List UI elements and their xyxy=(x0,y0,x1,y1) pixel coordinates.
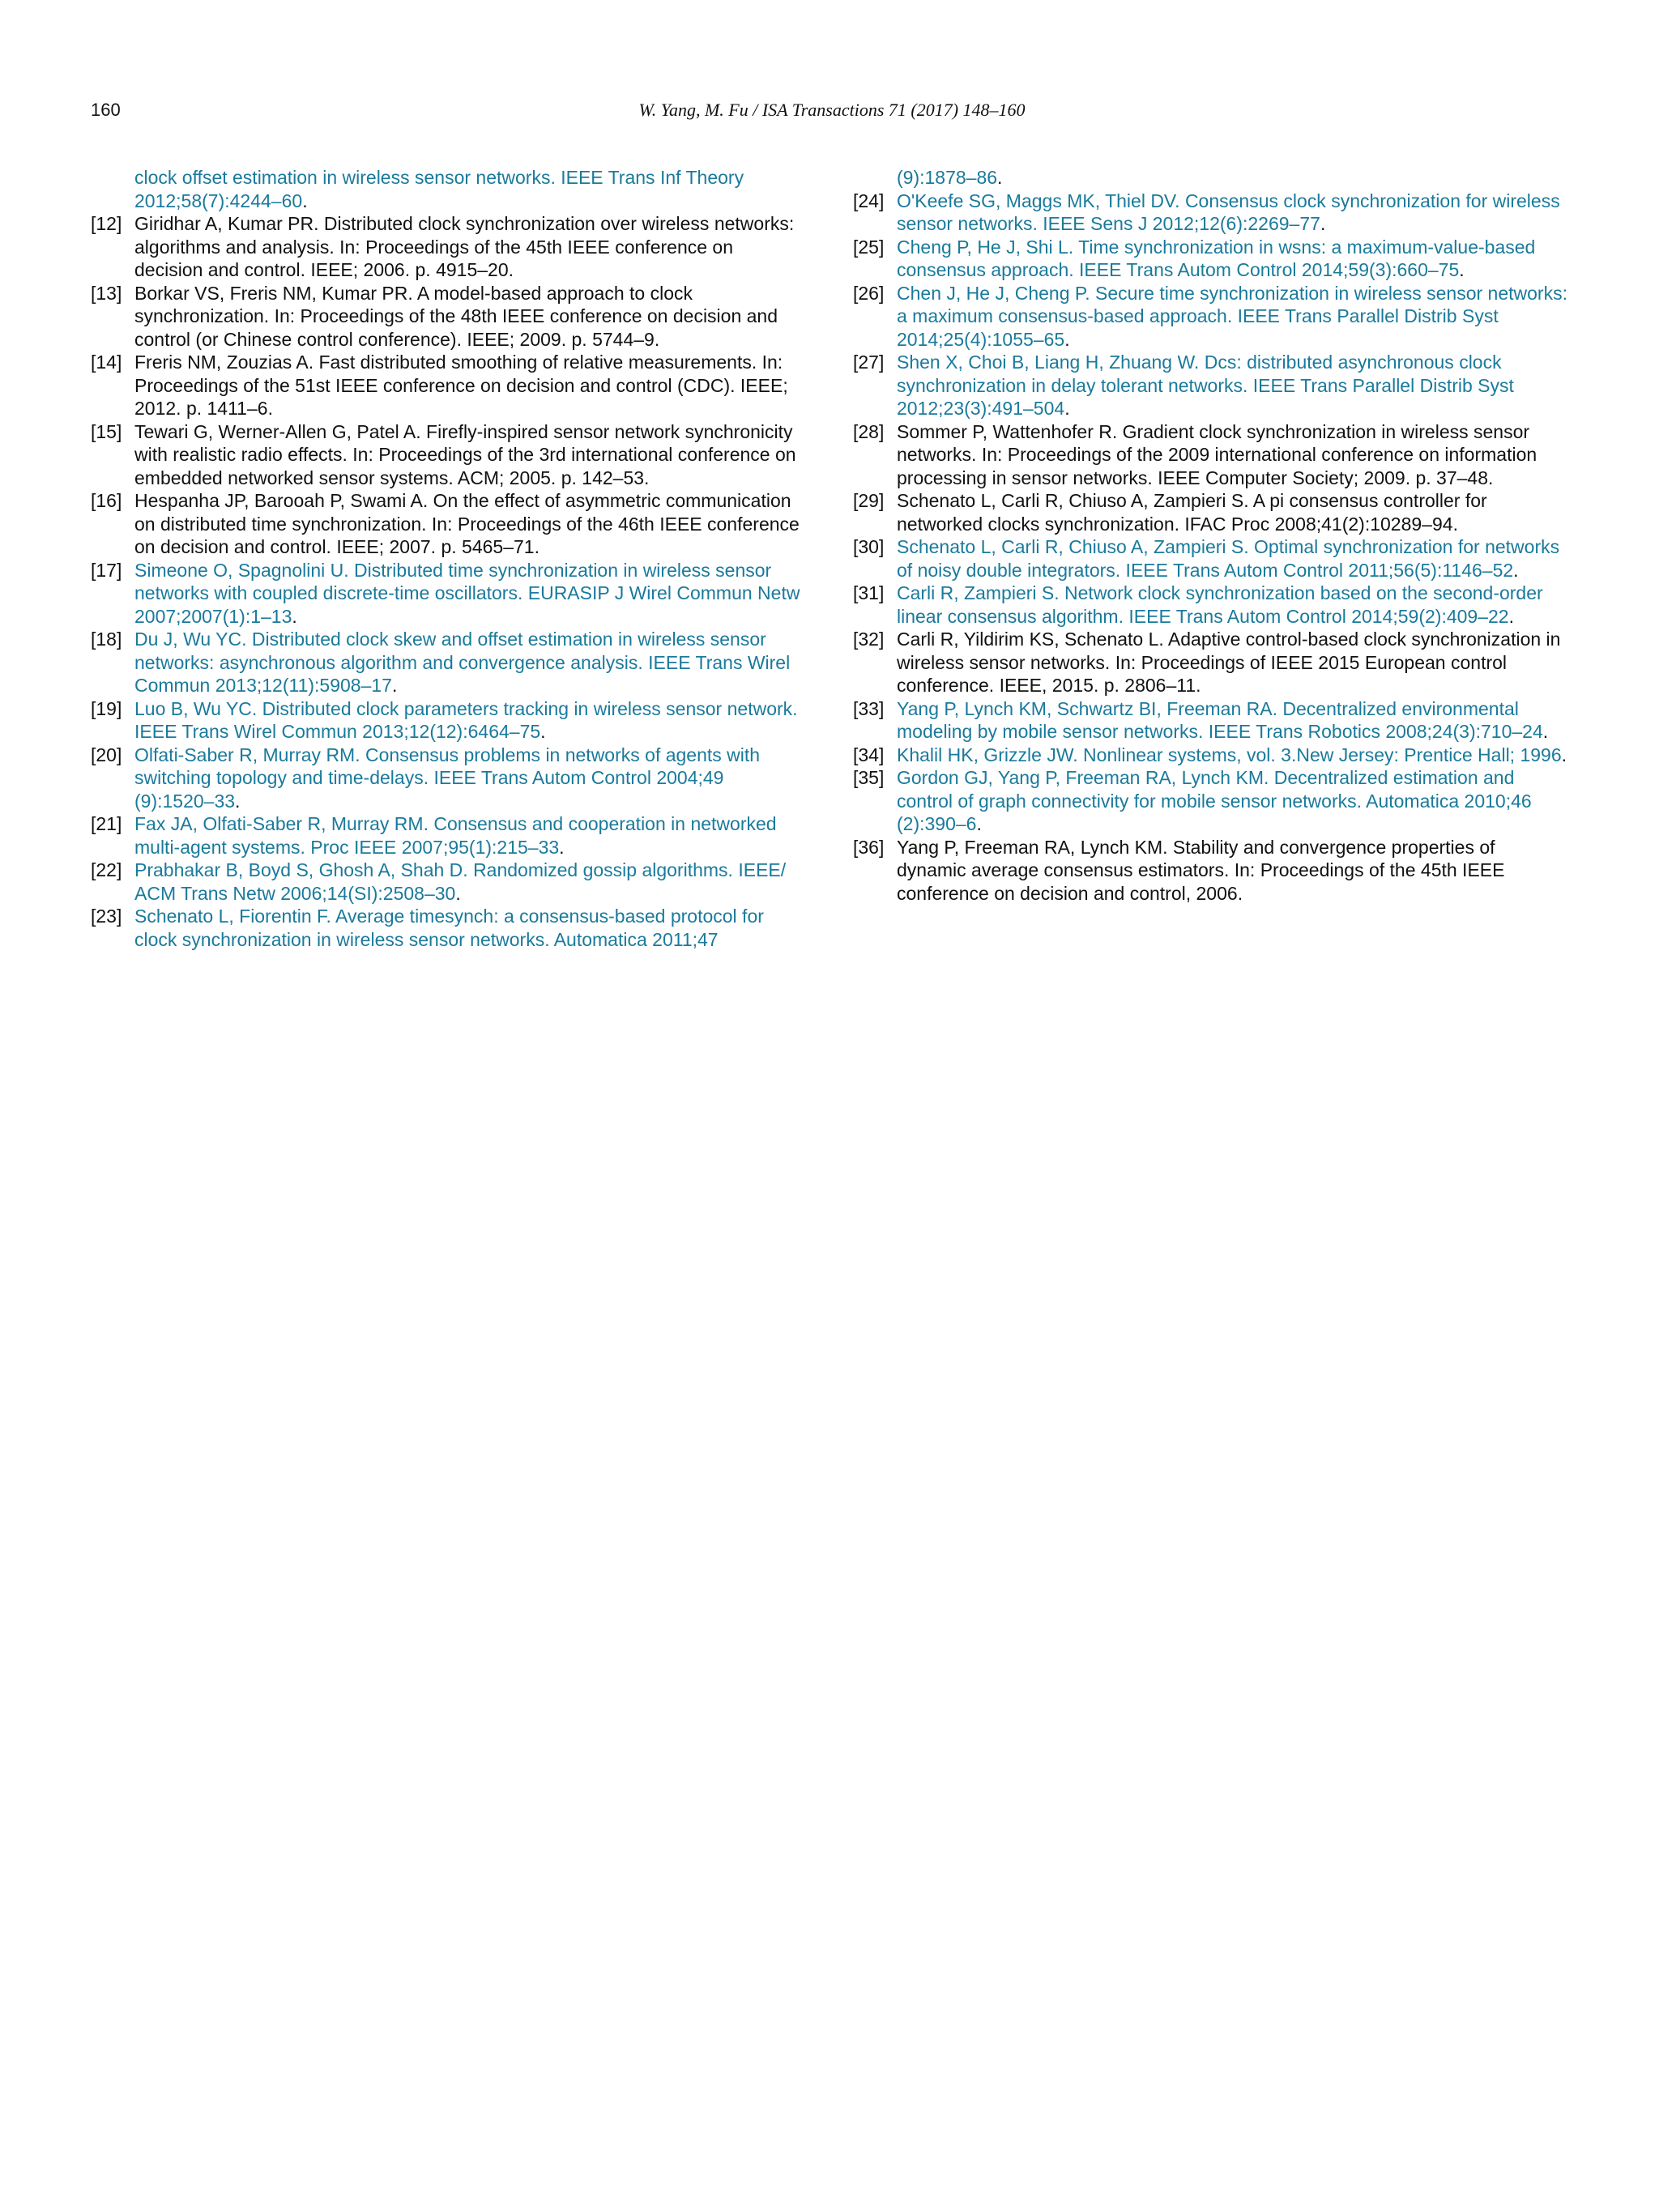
reference-link[interactable]: Du J, Wu YC. Distributed clock skew and offset estimation in wireless sensor networks: asynchronous algorithm and convergence analysis. IEEE Trans Wirel Commun 2013;12(11):5908–17 xyxy=(134,629,791,696)
reference-link[interactable]: Shen X, Choi B, Liang H, Zhuang W. Dcs: distributed asynchronous clock synchronization in delay tolerant networks. IEEE Trans Parallel Distrib Syst 2012;23(3):491–504 xyxy=(897,352,1514,419)
reference-text: Freris NM, Zouzias A. Fast distributed smoothing of relative measurements. In: Proceedings of the 51st IEEE conference on decision and control (CDC). IEEE; 2012. p. 1411–6 xyxy=(134,352,788,419)
reference-number: [14] xyxy=(91,352,122,373)
reference-item xyxy=(853,489,1567,535)
reference-link[interactable]: Cheng P, He J, Shi L. Time synchronization in wsns: a maximum-value-based consensus approach. IEEE Trans Autom Control 2014;59(3):660–75 xyxy=(897,236,1536,280)
reference-period: . xyxy=(455,882,461,904)
reference-link[interactable]: Schenato L, Fiorentin F. Average timesynch: a consensus-based protocol for clock synchronization in wireless sensor networks. Automatica 2011;47 xyxy=(134,906,764,950)
reference-period: . xyxy=(235,790,241,812)
reference-item xyxy=(853,282,1567,352)
reference-item xyxy=(91,212,805,282)
reference-period: . xyxy=(644,467,650,488)
reference-item xyxy=(91,697,805,744)
reference-item xyxy=(91,420,805,490)
reference-number: [19] xyxy=(91,697,122,719)
reference-number: [25] xyxy=(853,236,885,258)
reference-number: [15] xyxy=(91,420,122,442)
reference-number: [32] xyxy=(853,629,885,650)
page-header xyxy=(91,100,1573,126)
reference-item xyxy=(91,282,805,352)
reference-number: [30] xyxy=(853,536,885,557)
reference-item xyxy=(853,766,1567,836)
reference-number: [34] xyxy=(853,744,885,765)
reference-period: . xyxy=(976,813,982,834)
reference-link[interactable]: Luo B, Wu YC. Distributed clock parameters tracking in wireless sensor network. IEEE Trans Wirel Commun 2013;12(12):6464–75 xyxy=(134,697,798,742)
reference-number: [13] xyxy=(91,282,122,304)
reference-item xyxy=(853,420,1567,490)
reference-number: [28] xyxy=(853,420,885,442)
reference-link[interactable]: clock offset estimation in wireless sensor networks. IEEE Trans Inf Theory 2012;58(7):4244–60 xyxy=(134,167,744,211)
reference-period: . xyxy=(1513,559,1519,581)
reference-number: [21] xyxy=(91,813,122,834)
reference-period: . xyxy=(1508,605,1514,627)
reference-period: . xyxy=(267,398,273,419)
reference-item xyxy=(91,905,805,951)
reference-item xyxy=(853,836,1567,906)
reference-item xyxy=(91,559,805,629)
reference-item xyxy=(91,489,805,559)
page-number: 160 xyxy=(91,100,121,120)
reference-text: Borkar VS, Freris NM, Kumar PR. A model-based approach to clock synchronization. In: Proceedings of the 48th IEEE conference on decision and control (or Chinese control conference). IEEE; 2009. p. 5744–9 xyxy=(134,282,778,350)
reference-link[interactable]: Olfati-Saber R, Murray RM. Consensus problems in networks of agents with switching topology and time-delays. IEEE Trans Autom Control 2004;49 (9):1520–33 xyxy=(134,744,761,812)
reference-item xyxy=(91,351,805,420)
reference-period: . xyxy=(1196,675,1201,696)
reference-period: . xyxy=(391,675,398,696)
reference-period: . xyxy=(1064,328,1070,350)
reference-number: [36] xyxy=(853,836,885,858)
reference-period: . xyxy=(559,836,565,858)
reference-number: [24] xyxy=(853,190,885,211)
reference-number: [22] xyxy=(91,859,122,880)
references-left-column xyxy=(91,166,805,951)
reference-number: [18] xyxy=(91,629,122,650)
reference-period: . xyxy=(1542,721,1549,742)
reference-link[interactable]: Chen J, He J, Cheng P. Secure time synchronization in wireless sensor networks: a maximum consensus-based approach. IEEE Trans Parallel Distrib Syst 2014;25(4):1055–65 xyxy=(897,282,1567,350)
reference-period: . xyxy=(997,167,1003,188)
reference-number: [27] xyxy=(853,352,885,373)
reference-period: . xyxy=(540,721,546,742)
reference-item xyxy=(853,190,1567,236)
reference-number: [12] xyxy=(91,213,122,234)
reference-number: [20] xyxy=(91,744,122,765)
reference-link[interactable]: Gordon GJ, Yang P, Freeman RA, Lynch KM. Decentralized estimation and control of graph connectivity for mobile sensor networks. Automatica 2010;46 (2):390–6 xyxy=(897,767,1532,834)
reference-item xyxy=(91,744,805,813)
reference-number: [29] xyxy=(853,490,885,511)
reference-item xyxy=(853,744,1567,767)
reference-number: [16] xyxy=(91,490,122,511)
reference-item xyxy=(91,812,805,859)
reference-item xyxy=(853,628,1567,697)
reference-period: . xyxy=(1452,513,1458,535)
reference-text: Schenato L, Carli R, Chiuso A, Zampieri S. A pi consensus controller for networked clocks synchronization. IFAC Proc 2008;41(2):10289–94 xyxy=(897,490,1487,535)
reference-period: . xyxy=(654,328,660,350)
reference-continuation xyxy=(853,166,1567,190)
reference-period: . xyxy=(1064,398,1070,419)
reference-period: . xyxy=(1561,744,1567,765)
reference-number: [17] xyxy=(91,559,122,581)
reference-link[interactable]: Carli R, Zampieri S. Network clock synchronization based on the second-order linear consensus algorithm. IEEE Trans Autom Control 2014;59(2):409–22 xyxy=(897,582,1543,627)
reference-period: . xyxy=(292,605,297,627)
reference-text: Carli R, Yildirim KS, Schenato L. Adaptive control-based clock synchronization in wireless sensor networks. In: Proceedings of IEEE 2015 European control conference. IEEE, 2015. p. 2806–11 xyxy=(897,629,1561,696)
running-head: W. Yang, M. Fu / ISA Transactions 71 (2017) 148–160 xyxy=(638,100,1026,120)
reference-period: . xyxy=(1488,467,1494,488)
reference-item xyxy=(853,697,1567,744)
reference-text: Giridhar A, Kumar PR. Distributed clock synchronization over wireless networks: algorithms and analysis. In: Proceedings of the 45th IEEE conference on decision and control. IEEE; 2006. p. 4915–20 xyxy=(134,213,795,280)
reference-period: . xyxy=(534,536,539,557)
reference-text: Yang P, Freeman RA, Lynch KM. Stability and convergence properties of dynamic average consensus estimators. In: Proceedings of the 45th IEEE conference on decision and control, 2006 xyxy=(897,836,1505,904)
references-right-column xyxy=(853,166,1567,905)
reference-period: . xyxy=(508,259,514,280)
reference-link[interactable]: O'Keefe SG, Maggs MK, Thiel DV. Consensus clock synchronization for wireless sensor networks. IEEE Sens J 2012;12(6):2269–77 xyxy=(897,190,1560,234)
reference-text: Sommer P, Wattenhofer R. Gradient clock synchronization in wireless sensor networks. In: Proceedings of the 2009 international conference on information processing in sensor networks. IEEE Computer Society; 2009. p. 37–48 xyxy=(897,420,1537,488)
reference-text: Hespanha JP, Barooah P, Swami A. On the effect of asymmetric communication on distributed time synchronization. In: Proceedings of the 46th IEEE conference on decision and control. IEEE; 2007. p. 5465–71 xyxy=(134,490,800,557)
reference-link[interactable]: Khalil HK, Grizzle JW. Nonlinear systems, vol. 3.New Jersey: Prentice Hall; 1996 xyxy=(897,744,1562,765)
reference-number: [23] xyxy=(91,906,122,927)
reference-item xyxy=(91,859,805,905)
reference-period: . xyxy=(1459,259,1465,280)
reference-link[interactable]: Yang P, Lynch KM, Schwartz BI, Freeman RA. Decentralized environmental modeling by mobile sensor networks. IEEE Trans Robotics 2008;24(3):710–24 xyxy=(897,697,1543,742)
reference-item xyxy=(853,582,1567,628)
reference-number: [33] xyxy=(853,697,885,719)
reference-link[interactable]: Prabhakar B, Boyd S, Ghosh A, Shah D. Randomized gossip algorithms. IEEE/ ACM Trans Netw 2006;14(SI):2508–30 xyxy=(134,859,787,904)
reference-link[interactable]: Schenato L, Carli R, Chiuso A, Zampieri S. Optimal synchronization for networks of noisy double integrators. IEEE Trans Autom Control 2011;56(5):1146–52 xyxy=(897,536,1560,581)
reference-period: . xyxy=(302,190,308,211)
reference-period: . xyxy=(1320,213,1326,234)
reference-item xyxy=(91,628,805,697)
reference-period: . xyxy=(1237,882,1243,904)
reference-number: [31] xyxy=(853,582,885,603)
reference-link[interactable]: (9):1878–86 xyxy=(897,167,998,188)
reference-item xyxy=(853,236,1567,282)
reference-number: [26] xyxy=(853,282,885,304)
reference-number: [35] xyxy=(853,767,885,788)
reference-item xyxy=(853,351,1567,420)
reference-link[interactable]: Fax JA, Olfati-Saber R, Murray RM. Consensus and cooperation in networked multi-agent systems. Proc IEEE 2007;95(1):215–33 xyxy=(134,813,777,858)
reference-continuation xyxy=(91,166,805,212)
reference-item xyxy=(853,535,1567,582)
reference-text: Tewari G, Werner-Allen G, Patel A. Firefly-inspired sensor network synchronicity with realistic radio effects. In: Proceedings of the 3rd international conference on embedded networked sensor systems. ACM; 2005. p. 142–53 xyxy=(134,420,796,488)
reference-link[interactable]: Simeone O, Spagnolini U. Distributed time synchronization in wireless sensor networks with coupled discrete-time oscillators. EURASIP J Wirel Commun Netw 2007;2007(1):1–13 xyxy=(134,559,800,627)
